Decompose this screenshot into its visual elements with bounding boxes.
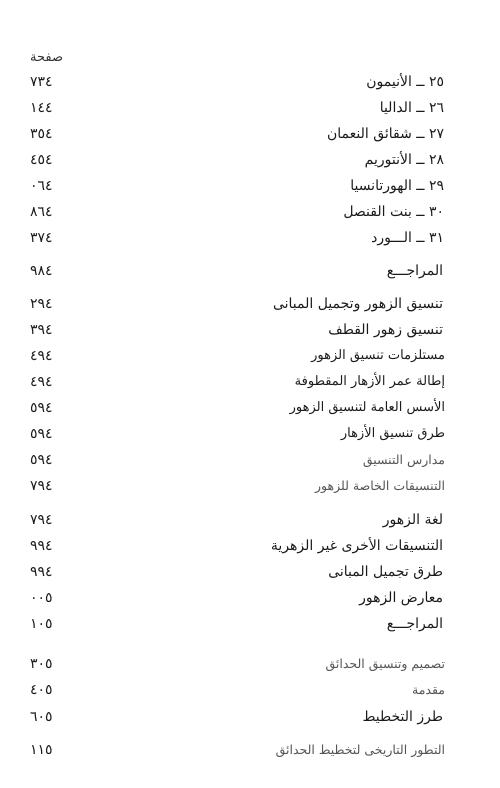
toc-entry [0,424,500,446]
toc-entry [0,294,500,316]
toc-entry [0,476,500,498]
entry-page: ٤٥٣ [30,126,53,142]
entry-title: طرق تجميل المبانى [328,564,443,580]
entry-page: ٤٩٤ [30,374,53,390]
entry-title: المراجـــع [386,263,443,279]
toc-entry [0,320,500,342]
entry-title: معارض الزهور [359,590,443,606]
entry-title: تصميم وتنسيق الحدائق [325,656,445,671]
entry-page: ٤٩٥ [30,426,53,442]
entry-page: ٤٩٤ [30,348,53,364]
entry-title: مستلزمات تنسيق الزهور [311,348,445,363]
entry-title: ٣٠ ــ بنت القنصل [343,204,444,220]
entry-page: ٥٠٦ [30,709,53,725]
entry-page: ٤٩٥ [30,452,53,468]
entry-title: التطور التاريخى لتخطيط الحدائق [275,742,445,757]
entry-title: مقدمة [412,682,445,697]
entry-page: ٤٦٠ [30,178,53,194]
entry-title: طرق تنسيق الأزهار [340,426,445,441]
entry-title: لغة الزهور [382,512,443,528]
entry-title: ٣١ ــ الـــورد [371,230,444,246]
entry-page: ٤٧٣ [30,230,53,246]
entry-title: تنسيق الزهور وتجميل المبانى [272,296,443,312]
toc-entry [0,614,500,636]
entry-title: تنسيق زهور القطف [328,322,443,338]
toc-entry [0,202,500,224]
toc-entry [0,450,500,472]
entry-page: ٤٨٩ [30,263,53,279]
toc-entry [0,124,500,146]
entry-title: التنسيقات الأخرى غير الزهرية [270,538,443,554]
entry-page: ٤٩٧ [30,478,53,494]
entry-page: ٥٠٤ [30,682,53,698]
page-column-header: صفحة [30,50,63,65]
toc-entry [0,261,500,283]
toc-entry [0,740,500,762]
entry-page: ٤٤١ [30,100,53,116]
entry-page: ٤٦٨ [30,204,53,220]
toc-entry [0,398,500,420]
entry-page: ٤٩٣ [30,322,53,338]
entry-page: ٤٩٥ [30,400,53,416]
toc-entry [0,346,500,368]
toc-entry [0,562,500,584]
toc-entry [0,372,500,394]
entry-page: ٤٩٩ [30,538,53,554]
entry-page: ٥٠١ [30,616,53,632]
entry-page: ٥٠٠ [30,590,53,606]
entry-page: ٥٠٣ [30,656,53,672]
entry-title: ٢٧ ــ شقائق النعمان [326,126,444,142]
entry-title: الأسس العامة لتنسيق الزهور [289,400,445,415]
toc-entry [0,707,500,729]
entry-page: ٤٥٤ [30,152,53,168]
toc-entry [0,588,500,610]
entry-title: ٢٦ ــ الداليا [379,100,444,116]
toc-entry [0,536,500,558]
toc-entry [0,228,500,250]
entry-title: مدارس التنسيق [362,452,445,467]
toc-entry [0,680,500,702]
entry-title: المراجـــع [386,616,443,632]
entry-title: ٢٨ ــ الأنتوريم [364,152,444,168]
entry-title: طرز التخطيط [362,709,443,725]
entry-title: ٢٥ ــ الأنيمون [366,74,444,90]
entry-page: ٤٣٧ [30,74,53,90]
entry-title: إطالة عمر الأزهار المقطوفة [294,374,445,389]
toc-entry [0,98,500,120]
toc-entry [0,150,500,172]
entry-page: ٤٩٩ [30,564,53,580]
entry-title: ٢٩ ــ الهورتانسيا [350,178,444,194]
entry-page: ٤٩٢ [30,296,53,312]
toc-entry [0,72,500,94]
entry-title: التنسيقات الخاصة للزهور [315,478,445,493]
entry-page: ٥١١ [30,742,53,758]
toc-entry [0,176,500,198]
entry-page: ٤٩٧ [30,512,53,528]
toc-entry [0,510,500,532]
toc-entry [0,654,500,676]
